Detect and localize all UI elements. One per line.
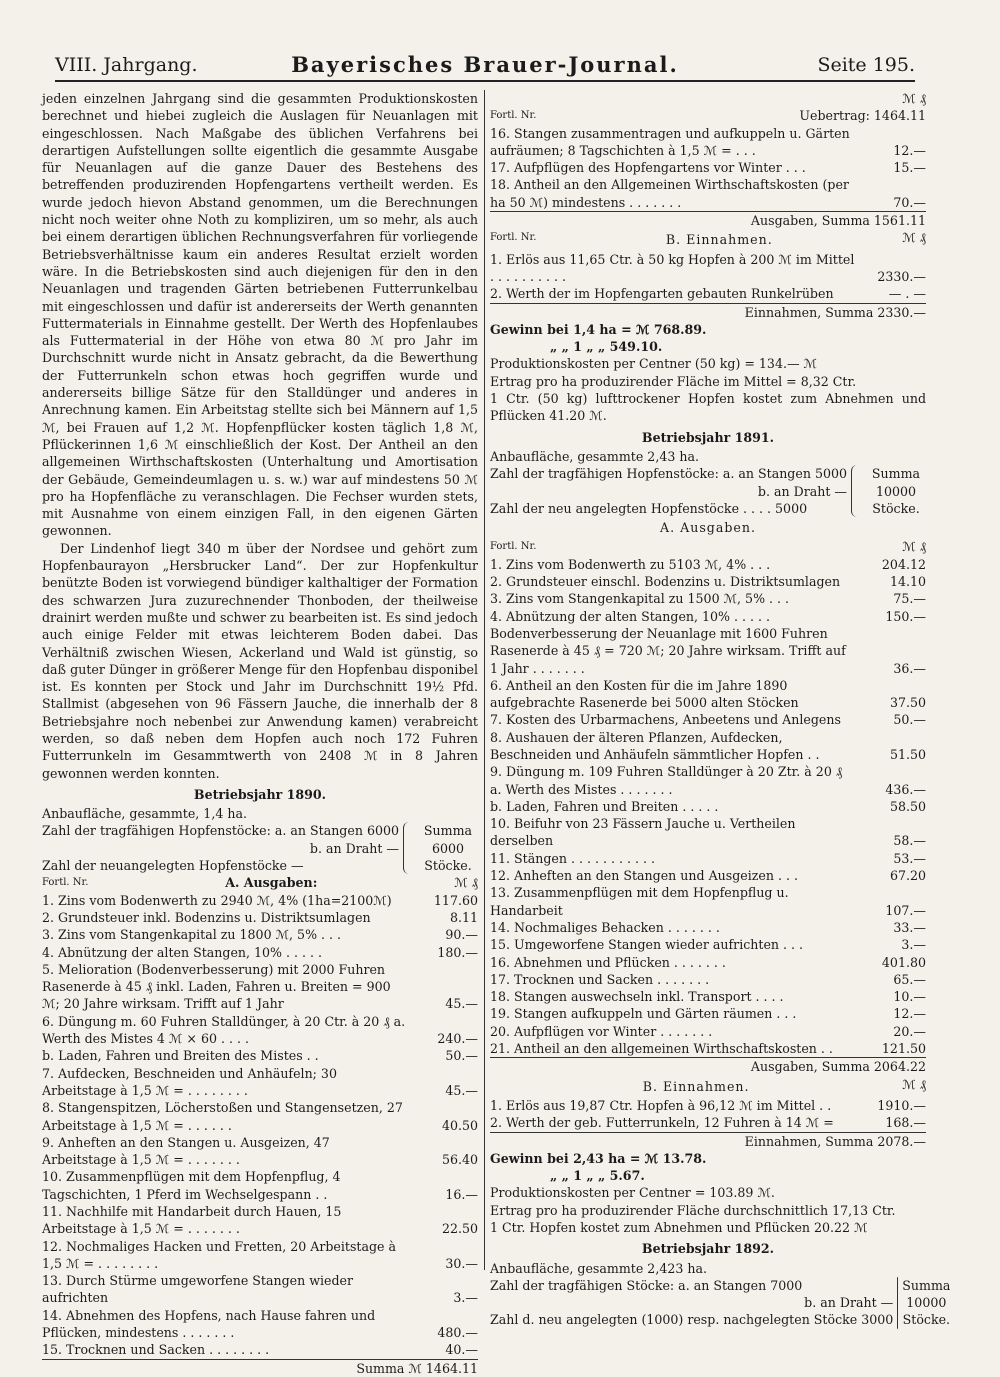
ledger-item-text: 5. Melioration (Bodenverbesserung) mit 2000 Fuhren Rasenerde à 45 ₰ inkl. Laden, Fahren u. Breiten = 900 ℳ; 20 Jahre wirksam. Trifft auf 1 Jahr [42, 961, 391, 1012]
ledger-item-value: 240.— [437, 1031, 478, 1047]
ledger-row [42, 1272, 478, 1307]
ledger-row [490, 1114, 926, 1131]
gewinn-line: Gewinn bei 2,43 ha = ℳ 13.78. [490, 1150, 707, 1166]
ledger-item-value: 53.— [893, 850, 926, 866]
ledger-row [42, 1341, 478, 1358]
ausgaben-title: A. Ausgaben: [225, 875, 318, 891]
ledger-item-value: 20.— [893, 1023, 926, 1039]
stock-total: 10000 [906, 1295, 947, 1311]
ledger-item-text: 13. Durch Stürme umgeworfene Stangen wieder aufrichten [42, 1273, 354, 1306]
ledger-row [490, 988, 926, 1005]
ledger-item-text: 8. Stangenspitzen, Löcherstoßen und Stangensetzen, 27 Arbeitstage à 1,5 ℳ = . . . . . . [42, 1100, 403, 1133]
ledger-row [490, 1097, 926, 1114]
area-1891: Anbaufläche, gesammte 2,43 ha. [490, 448, 699, 464]
ledger-row [42, 1065, 478, 1100]
uebertrag: Uebertrag: 1464.11 [799, 108, 926, 124]
ledger-item-text: 1. Erlös aus 11,65 Ctr. à 50 kg Hopfen à 200 ℳ im Mittel . . . . . . . . . . [490, 251, 855, 284]
ledger-row [490, 251, 926, 286]
ausgaben-title-1891: A. Ausgaben. [660, 520, 756, 536]
ledger-item-text: 1. Zins vom Bodenwerth zu 5103 ℳ, 4% . . . [490, 556, 771, 572]
ledger-row [490, 763, 926, 798]
ledger-item-value: 40.50 [441, 1117, 478, 1133]
brace [403, 822, 414, 874]
ledger-item-text: 14. Abnehmen des Hopfens, nach Hause fahren und Pflücken, mindestens . . . . . . . [42, 1307, 376, 1341]
ledger-item-text: 11. Stängen . . . . . . . . . . . [490, 850, 656, 866]
ledger-item-value: 58.— [893, 833, 926, 849]
ledger-item-value: — . — [888, 286, 926, 302]
ledger-row [42, 1099, 478, 1134]
stock-table-1892 [490, 1277, 951, 1329]
year-1891-title: Betriebsjahr 1891. [641, 429, 775, 445]
page-number: Seite 195. [817, 54, 915, 76]
ledger-item-text: 6. Antheil an den Kosten für die im Jahre 1890 aufgebrachte Rasenerde bei 5000 alten Stöcken [490, 677, 799, 711]
ledger-item-text: 2. Werth der geb. Futterrunkeln, 12 Fuhren à 14 ℳ = [490, 1115, 834, 1131]
ledger-item-text: 4. Abnützung der alten Stangen, 10% . . . . . [42, 944, 323, 960]
ledger-item-value: 3.— [453, 1290, 478, 1306]
ledger-item-value: 480.— [437, 1325, 478, 1341]
ledger-item-value: 65.— [893, 971, 926, 987]
ledger-row [490, 798, 926, 815]
stock-line: Zahl der tragfähigen Stöcke: a. an Stangen 7000 [490, 1277, 803, 1293]
stock-sum-label: Summa [902, 1277, 951, 1293]
stock-line: b. an Draht — [804, 1295, 894, 1311]
ledger-item-value: 107.— [885, 902, 926, 918]
ledger-row [490, 711, 926, 728]
ledger-item-text: 7. Aufdecken, Beschneiden und Anhäufeln; 30 Arbeitstage à 1,5 ℳ = . . . . . . . . [42, 1065, 337, 1098]
ledger-item-text: 12. Nochmaliges Hacken und Fretten, 20 Arbeitstage à 1,5 ℳ = . . . . . . . . [42, 1238, 397, 1271]
ledger-item-text: 17. Aufpflügen des Hopfengartens vor Winter . . . [490, 160, 806, 176]
ledger-row [490, 954, 926, 971]
ledger-item-value: 51.50 [889, 746, 926, 762]
ledger-item-text: 20. Aufpflügen vor Winter . . . . . . . [490, 1023, 713, 1039]
ledger-row [490, 867, 926, 884]
ledger-item-value: 8.11 [449, 909, 478, 925]
uebertrag-row [490, 107, 926, 124]
brace [897, 1277, 898, 1329]
ledger-item-value: 56.40 [441, 1152, 478, 1168]
ledger-item-text: 15. Umgeworfene Stangen wieder aufrichten . . . [490, 937, 804, 953]
col-unit-label: ℳ ₰ [902, 230, 926, 246]
ledger-item-text: 3. Zins vom Stangenkapital zu 1500 ℳ, 5% . . . [490, 591, 790, 607]
ledger-item-value: 12.— [893, 1006, 926, 1022]
ledger-row [42, 926, 478, 943]
summa-1890: Summa ℳ 1464.11 [42, 1359, 478, 1377]
ledger-row [490, 1040, 926, 1057]
einnahmen-summa-1890: Einnahmen, Summa 2330.— [490, 303, 926, 321]
gewinn-line: „ „ 1 „ „ 549.10. [550, 339, 663, 355]
einnahmen-head-1891 [490, 1076, 926, 1097]
ledger-item-text: 1. Erlös aus 19,87 Ctr. Hopfen à 96,12 ℳ im Mittel . . [490, 1097, 832, 1113]
ledger-item-value: 16.— [445, 1186, 478, 1202]
stock-unit: Stöcke. [902, 1312, 951, 1328]
stock-total: 10000 [875, 483, 917, 499]
ledger-row [42, 1047, 478, 1064]
stock-unit: Stöcke. [872, 500, 920, 516]
ausgaben-head-1891 [490, 538, 926, 555]
ledger-row [42, 1134, 478, 1169]
einnahmen-list-1890 [490, 251, 926, 303]
ledger-row [490, 971, 926, 988]
ledger-row [42, 1013, 478, 1048]
ausgaben-list-1890-cont [490, 125, 926, 211]
ledger-row [490, 285, 926, 302]
intro-paragraph: jeden einzelnen Jahrgang sind die gesammten Produktionskosten berechnet und hiebei zugleich die Auslagen für Neuanlagen mit eingeschlossen. Nach Maßgabe des üblichen Verfahrens bei derartigen Aufstellungen sollte eigentlich die gesammte Ausgabe für Neuanlagen auf die ganze Dauer des Bestehens des betreffenden produzirenden Hopfengartens vertheilt werden. Es wurde jedoch hievon Abstand genommen, um die Berechnungen nicht noch weiter ohne Noth zu kompliziren, um so mehr, als auch bei einem derartigen üblichen Rechnungsverfahren für vorliegende Betriebsverhältnisse kaum ein anderes Resultat erzielt worden wäre. In die Betriebskosten sind auch diejenigen für den in den Neuanlagen und tragenden Gärten betriebenen Futterrunkelbau mit eingeschlossen und dafür ist andererseits der Werth genannten Futtermaterials in Einnahme gestellt. Der Werth des Hopfenlaubes als Futtermaterial in der Höhe von etwa 80 ℳ pro Jahr im Durchschnitt wurde nicht in Ansatz gebracht, da die Bewerthung der Futterrunkeln schon etwas hoch gegriffen wurde und andererseits billige Sätze für den Stalldünger und anderes in Anrechnung kamen. Ein Arbeitstag stellte sich bei Männern auf 1,5 ℳ, bei Frauen auf 1,2 ℳ. Hopfenpflücker kosten täglich 1,8 ℳ, Pflückerinnen 1,6 ℳ einschließlich der Kost. Der Antheil an den allgemeinen Wirthschaftskosten (Unterhaltung und Amortisation der Gebäude, Gemeindeumlagen u. s. w.) war auf mindestens 50 ℳ pro ha Hopfenfläche zu veranschlagen. Die Fechser wurden stets, mit Ausnahme von einem einzigen Fall, in den eigenen Gärten gewonnen. [42, 91, 478, 539]
ledger-row [490, 1023, 926, 1040]
col-unit-label: ℳ ₰ [902, 1076, 926, 1092]
stock-table-1891 [490, 465, 926, 517]
einnahmen-head [490, 229, 926, 250]
ledger-item-text: 21. Antheil an den allgemeinen Wirthschaftskosten . . [490, 1041, 833, 1057]
col-unit-label: ℳ ₰ [902, 91, 926, 106]
ledger-item-value: 2330.— [877, 268, 926, 284]
area-1890: Anbaufläche, gesammte, 1,4 ha. [42, 806, 247, 822]
ledger-row [490, 590, 926, 607]
ausgaben-summa-1891: Ausgaben, Summa 2064.22 [490, 1057, 926, 1075]
ledger-item-value: 3.— [901, 937, 926, 953]
ledger-row [490, 1005, 926, 1022]
produktionskosten: Produktionskosten per Centner = 103.89 ℳ. [490, 1185, 775, 1201]
ledger-row [490, 677, 926, 712]
ledger-row [42, 1168, 478, 1203]
stock-line: b. an Draht — [309, 840, 399, 856]
ledger-item-text: 2. Grundsteuer einschl. Bodenzins u. Distriktsumlagen [490, 574, 841, 590]
stock-sum-label: Summa [423, 823, 473, 839]
ledger-row [42, 892, 478, 909]
ledger-row [490, 729, 926, 764]
ledger-item-value: 58.50 [889, 798, 926, 814]
ledger-item-text: 9. Düngung m. 109 Fuhren Stalldünger à 20 Ztr. à 20 ₰ a. Werth des Mistes . . . . . . . [490, 764, 843, 797]
ledger-item-value: 180.— [437, 944, 478, 960]
ledger-item-text: 8. Aushauen der älteren Pflanzen, Aufdecken, Beschneiden und Anhäufeln sämmtlicher Hopfen . . [490, 729, 820, 762]
ledger-row [490, 608, 926, 625]
ledger-row [490, 556, 926, 573]
stock-line: Zahl der neu angelegten Hopfenstöcke . . . . 5000 [490, 500, 808, 516]
ledger-item-value: 50.— [893, 712, 926, 728]
ledger-item-text: 9. Anheften an den Stangen u. Ausgeizen, 47 Arbeitstage à 1,5 ℳ = . . . . . . . [42, 1134, 330, 1168]
ledger-item-value: 36.— [893, 660, 926, 676]
ledger-item-value: 45.— [445, 1082, 478, 1098]
stock-line: Zahl der tragfähigen Hopfenstöcke: a. an Stangen 6000 [42, 823, 399, 839]
column-divider [484, 90, 485, 1270]
ledger-item-text: 19. Stangen aufkuppeln und Gärten räumen . . . [490, 1006, 797, 1022]
ledger-row [490, 936, 926, 953]
ledger-item-text: 16. Stangen zusammentragen und aufkuppeln u. Gärten aufräumen; 8 Tagschichten à 1,5 ℳ = . . . [490, 125, 850, 158]
ledger-row [490, 815, 926, 850]
ledger-row [490, 625, 926, 677]
stock-unit: Stöcke. [424, 858, 472, 874]
col-nr-label: Fortl. Nr. [42, 877, 89, 889]
area-1892: Anbaufläche, gesammte 2,423 ha. [490, 1260, 707, 1276]
ctr-kosten: 1 Ctr. Hopfen kostet zum Abnehmen und Pflücken 20.22 ℳ [490, 1220, 868, 1235]
ledger-item-value: 436.— [885, 781, 926, 797]
volume-label: VIII. Jahrgang. [55, 54, 198, 76]
year-1890-title: Betriebsjahr 1890. [193, 786, 327, 802]
ledger-item-text: 12. Anheften an den Stangen und Ausgeizen . . . [490, 868, 798, 884]
col-unit-label: ℳ ₰ [902, 539, 926, 555]
ledger-item-value: 40.— [445, 1342, 478, 1358]
ledger-item-value: 401.80 [881, 954, 926, 970]
ausgaben-summa-1890: Ausgaben, Summa 1561.11 [490, 211, 926, 229]
ledger-item-value: 1910.— [877, 1097, 926, 1113]
gewinn-line: „ „ 1 „ „ 5.67. [550, 1168, 645, 1184]
ausgaben-head [42, 874, 478, 891]
right-column [490, 90, 951, 1328]
ledger-item-value: 67.20 [889, 868, 926, 884]
ledger-item-text: 17. Trocknen und Sacken . . . . . . . [490, 971, 710, 987]
ausgaben-list-1891 [490, 556, 926, 1058]
ledger-item-value: 50.— [445, 1048, 478, 1064]
ledger-item-value: 15.— [893, 160, 926, 176]
col-nr-label: Fortl. Nr. [490, 110, 537, 122]
einnahmen-summa-1891: Einnahmen, Summa 2078.— [490, 1132, 926, 1150]
page-header [55, 50, 915, 82]
ledger-item-value: 168.— [885, 1115, 926, 1131]
lindenhof-paragraph: Der Lindenhof liegt 340 m über der Nordsee und gehört zum Hopfenbaurayon „Hersbrucker Land“. Der zur Hopfenkultur benützte Boden ist vorwiegend bündiger kalthaltiger der Formation des schwarzen Jura zuzurechnender Thonboden, der theilweise drainirt werden mußte und schwer zu bearbeiten ist. Es sind jedoch auch einige Felder mit etwas leichterem Boden dabei. Das Verhältniß zwischen Wiesen, Ackerland und Wald ist günstig, so daß guter Dünger in größerer Menge für den Hopfenbau disponibel ist. Es konnten per Stock und Jahr im Durchschnitt 19½ Pfd. Stallmist (abgesehen von 96 Fässern Jauche, die innerhalb der 8 Betriebsjahre noch nebenbei zur Anwendung kamen) verabreicht werden, so daß neben dem Hopfen auch noch 172 Fuhren Futterrunkeln im Gesammtwerth von 2408 ℳ in 8 Jahren gewonnen werden konnten. [42, 540, 478, 781]
ledger-row [42, 961, 478, 1013]
ledger-item-text: 6. Düngung m. 60 Fuhren Stalldünger, à 20 Ctr. à 20 ₰ a. Werth des Mistes 4 ℳ × 60 . . . . [42, 1013, 406, 1047]
journal-title: Bayerisches Brauer-Journal. [291, 52, 679, 77]
ledger-item-value: 117.60 [433, 892, 478, 908]
ledger-item-text: 2. Werth der im Hopfengarten gebauten Runkelrüben [490, 286, 834, 302]
ledger-row [42, 1238, 478, 1273]
ledger-item-value: 150.— [885, 608, 926, 624]
einnahmen-title: B. Einnahmen. [642, 1078, 750, 1094]
ledger-item-text: 11. Nachhilfe mit Handarbeit durch Hauen, 15 Arbeitstage à 1,5 ℳ = . . . . . . . [42, 1204, 342, 1237]
ledger-row [490, 159, 926, 176]
left-column [42, 90, 478, 1376]
ledger-item-text: 14. Nochmaliges Behacken . . . . . . . [490, 919, 720, 935]
ledger-item-value: 70.— [893, 194, 926, 210]
ledger-item-text: 7. Kosten des Urbarmachens, Anbeetens und Anlegens [490, 712, 841, 728]
ledger-row [42, 944, 478, 961]
ledger-item-text: b. Laden, Fahren und Breiten des Mistes . . [42, 1048, 319, 1064]
ledger-item-text: 15. Trocknen und Sacken . . . . . . . . [42, 1342, 270, 1358]
ledger-row [490, 573, 926, 590]
ledger-item-text: 2. Grundsteuer inkl. Bodenzins u. Distriktsumlagen [42, 909, 371, 925]
ertrag: Ertrag pro ha produzirender Fläche im Mittel = 8,32 Ctr. [490, 373, 857, 389]
ledger-row [490, 125, 926, 160]
ledger-row [42, 1203, 478, 1238]
ledger-item-value: 121.50 [881, 1041, 926, 1057]
ledger-item-text: 10. Beifuhr von 23 Fässern Jauche u. Vertheilen derselben [490, 816, 796, 849]
ledger-item-value: 30.— [445, 1255, 478, 1271]
ledger-item-value: 204.12 [881, 556, 926, 572]
ledger-item-value: 10.— [893, 989, 926, 1005]
ledger-item-value: 14.10 [889, 574, 926, 590]
ledger-row [42, 1307, 478, 1342]
ledger-item-value: 33.— [893, 919, 926, 935]
stock-line: Zahl der neuangelegten Hopfenstöcke — [42, 858, 304, 874]
stock-line: b. an Draht — [757, 483, 847, 499]
ledger-item-text: 3. Zins vom Stangenkapital zu 1800 ℳ, 5% . . . [42, 927, 342, 943]
ledger-row [490, 176, 926, 211]
ledger-item-text: 10. Zusammenpflügen mit dem Hopfenpflug, 4 Tagschichten, 1 Pferd im Wechselgespann . . [42, 1169, 341, 1202]
ledger-item-value: 12.— [893, 142, 926, 158]
stock-sum-label: Summa [871, 466, 921, 482]
ledger-row [490, 884, 926, 919]
ledger-item-text: 4. Abnützung der alten Stangen, 10% . . . . . [490, 608, 771, 624]
ledger-row [490, 919, 926, 936]
stock-line: Zahl der tragfähigen Hopfenstöcke: a. an Stangen 5000 [490, 466, 847, 482]
ledger-item-text: b. Laden, Fahren und Breiten . . . . . [490, 798, 719, 814]
ledger-item-text: 1. Zins vom Bodenwerth zu 2940 ℳ, 4% (1ha=2100ℳ) [42, 892, 392, 908]
ledger-row [490, 850, 926, 867]
produktionskosten: Produktionskosten per Centner (50 kg) = 134.— ℳ [490, 356, 818, 372]
ledger-item-text: 18. Stangen auswechseln inkl. Transport . . . . [490, 989, 784, 1005]
stock-line: Zahl d. neu angelegten (1000) resp. nachgelegten Stöcke 3000 [490, 1312, 894, 1328]
ledger-item-value: 45.— [445, 996, 478, 1012]
ledger-item-value: 37.50 [889, 695, 926, 711]
year-1892-title: Betriebsjahr 1892. [641, 1241, 775, 1257]
ledger-item-text: Bodenverbesserung der Neuanlage mit 1600 Fuhren Rasenerde à 45 ₰ = 720 ℳ; 20 Jahre wirksam. Trifft auf 1 Jahr . . . . . . . [490, 625, 846, 676]
ctr-kosten: 1 Ctr. (50 kg) lufttrockener Hopfen kostet zum Abnehmen und Pflücken 41.20 ℳ. [490, 391, 926, 424]
ledger-item-value: 75.— [893, 591, 926, 607]
ledger-item-text: 18. Antheil an den Allgemeinen Wirthschaftskosten (per ha 50 ℳ) mindestens . . . . . . . [490, 177, 849, 210]
col-unit-label: ℳ ₰ [454, 875, 478, 891]
einnahmen-title: B. Einnahmen. [665, 232, 773, 248]
stock-table-1890 [42, 822, 478, 874]
ledger-item-text: 16. Abnehmen und Pflücken . . . . . . . [490, 954, 726, 970]
ledger-item-value: 90.— [445, 927, 478, 943]
einnahmen-list-1891 [490, 1097, 926, 1132]
ledger-item-text: 13. Zusammenpflügen mit dem Hopfenpflug u. Handarbeit [490, 885, 789, 918]
brace [851, 465, 862, 517]
stock-total: 6000 [431, 840, 465, 856]
ausgaben-list-1890 [42, 892, 478, 1359]
col-nr-label: Fortl. Nr. [490, 541, 537, 553]
gewinn-line: Gewinn bei 1,4 ha = ℳ 768.89. [490, 321, 707, 337]
col-nr-label: Fortl. Nr. [490, 232, 537, 244]
ledger-row [42, 909, 478, 926]
ertrag: Ertrag pro ha produzirender Fläche durchschnittlich 17,13 Ctr. [490, 1202, 896, 1218]
ledger-item-value: 22.50 [441, 1221, 478, 1237]
